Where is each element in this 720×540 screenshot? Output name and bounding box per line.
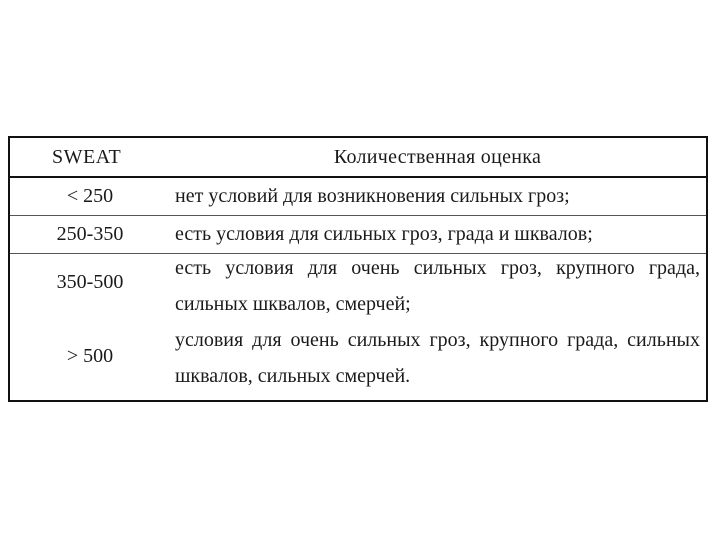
table-row xyxy=(10,216,706,254)
assessment-text: условия для очень сильных гроз, крупного града, сильных шквалов, сильных смерчей. xyxy=(175,329,700,387)
sweat-value: > 500 xyxy=(66,345,114,367)
sweat-table xyxy=(8,136,708,402)
assessment-text: есть условия для сильных гроз, града и шквалов; xyxy=(175,223,593,245)
sweat-value: 350-500 xyxy=(56,271,124,293)
header-sweat: SWEAT xyxy=(52,146,122,168)
table-row-merged xyxy=(10,254,706,400)
sweat-value: 250-350 xyxy=(56,223,124,245)
sweat-value: < 250 xyxy=(66,185,114,207)
header-quantitative-assessment: Количественная оценка xyxy=(333,146,542,168)
assessment-text: нет условий для возникновения сильных гроз; xyxy=(175,185,570,207)
assessment-cell xyxy=(175,254,700,400)
sweat-value-cell xyxy=(10,254,170,400)
assessment-text: есть условия для очень сильных гроз, крупного града, сильных шквалов, смерчей; xyxy=(175,257,700,315)
table-header-row xyxy=(10,138,706,178)
table-row xyxy=(10,178,706,216)
